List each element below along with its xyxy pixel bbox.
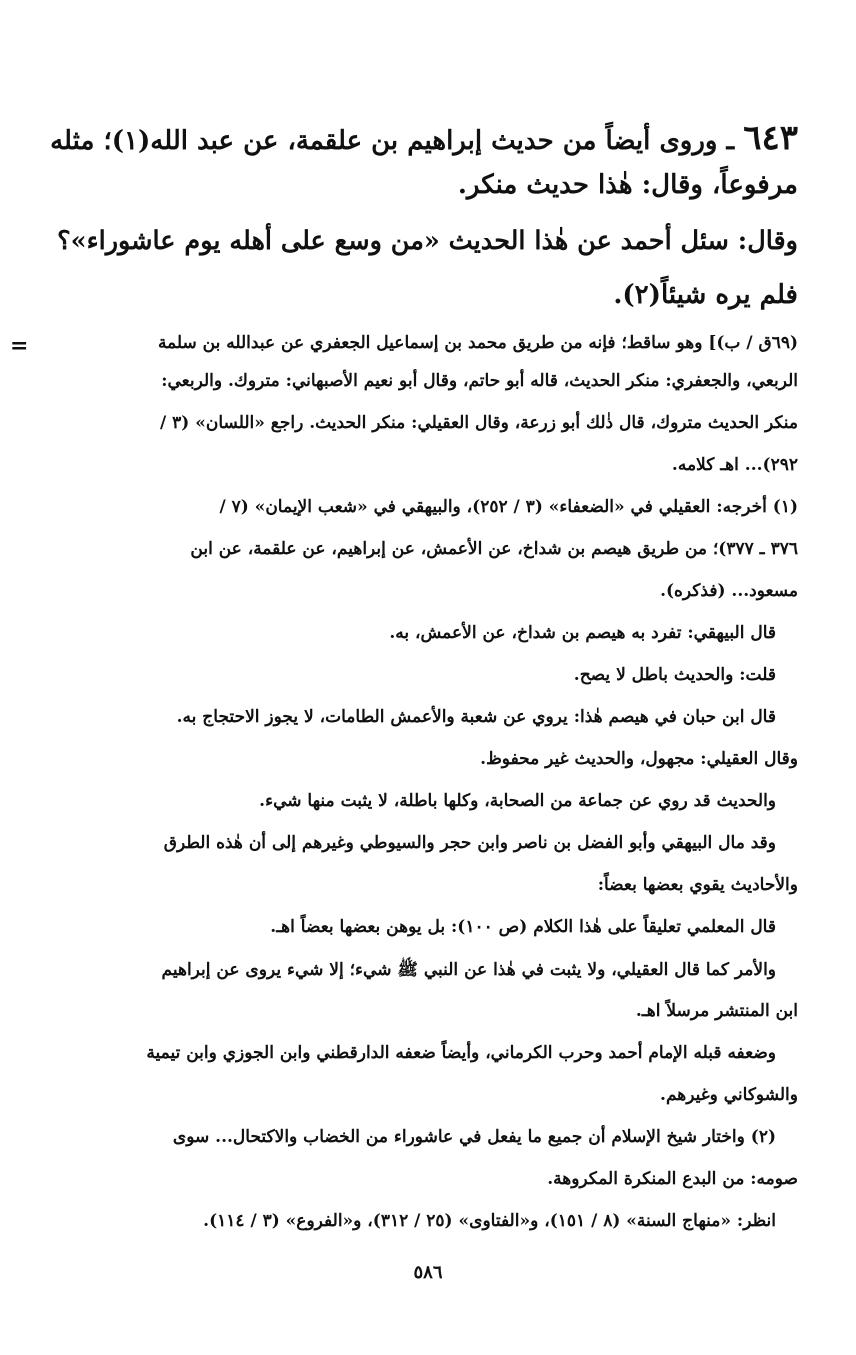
footnote-line: والأحاديث يقوي بعضها بعضاً: <box>597 875 798 895</box>
footnote-line: والشوكاني وغيرهم. <box>660 1085 798 1105</box>
footnote-line: صومه: من البدع المنكرة المكروهة. <box>547 1169 798 1189</box>
footnote-line: ٣٧٦ ـ ٣٧٧)؛ من طريق هيصم بن شداخ، عن الأعمش، عن إبراهيم، عن علقمة، عن ابن <box>190 539 798 559</box>
footnote-line: ٢٩٢)... اهـ كلامه. <box>671 455 798 475</box>
footnote-line: (١) أخرجه: العقيلي في «الضعفاء» (٣ / ٢٥٢)، والبيهقي في «شعب الإيمان» (٧ / <box>219 497 798 517</box>
hadith-line-1-text: ـ وروى أيضاً من حديث إبراهيم بن علقمة، عن عبد الله(١)؛ مثله <box>50 126 735 156</box>
footnote-line: قال ابن حبان في هيصم هٰذا: يروي عن شعبة والأعمش الطامات، لا يجوز الاحتجاج به. <box>176 707 776 727</box>
footnote-line: وضعفه قبله الإمام أحمد وحرب الكرماني، وأيضاً ضعفه الدارقطني وابن الجوزي وابن تيمية <box>146 1043 776 1063</box>
hadith-line-3: وقال: سئل أحمد عن هٰذا الحديث «من وسع على أهله يوم عاشوراء»؟ <box>57 226 798 256</box>
footnote-line: وقد مال البيهقي وأبو الفضل بن ناصر وابن حجر والسيوطي وغيرهم إلى أن هٰذه الطرق <box>163 833 776 853</box>
footnote-line: منكر الحديث متروك، قال ذٰلك أبو زرعة، وقال العقيلي: منكر الحديث. راجع «اللسان» (٣ / <box>160 413 798 433</box>
footnote-line: والأمر كما قال العقيلي، ولا يثبت في هٰذا عن النبي ﷺ شيء؛ إلا شيء يروى عن إبراهيم <box>161 960 776 980</box>
footnote-line: الربعي، والجعفري: منكر الحديث، قاله أبو حاتم، وقال أبو نعيم الأصبهاني: متروك. والربعي: <box>161 371 798 391</box>
continuation-marker: = <box>10 333 29 359</box>
footnote-line: قال البيهقي: تفرد به هيصم بن شداخ، عن الأعمش، به. <box>389 623 776 643</box>
hadith-line-2: مرفوعاً، وقال: هٰذا حديث منكر. <box>457 170 798 200</box>
footnote-line: ابن المنتشر مرسلاً اهـ. <box>635 1001 798 1021</box>
footnote-line: قلت: والحديث باطل لا يصح. <box>573 665 776 685</box>
footnote-line: قال المعلمي تعليقاً على هٰذا الكلام (ص ١٠٠): بل يوهن بعضها بعضاً اهـ. <box>270 917 776 937</box>
footnote-line: والحديث قد روي عن جماعة من الصحابة، وكلها باطلة، لا يثبت منها شيء. <box>259 791 776 811</box>
hadith-line-1 <box>50 118 798 158</box>
hadith-line-4: فلم يره شيئاً(٢). <box>613 280 798 310</box>
hadith-number: ٦٤٣ <box>743 118 798 158</box>
footnote-line: وقال العقيلي: مجهول، والحديث غير محفوظ. <box>480 749 798 769</box>
footnote-line: انظر: «منهاج السنة» (٨ / ١٥١)، و«الفتاوى» (٢٥ / ٣١٢)، و«الفروع» (٣ / ١١٤). <box>203 1211 776 1231</box>
page-number: ٥٨٦ <box>413 1262 443 1283</box>
footnote-line: مسعود... (فذكره). <box>660 581 798 601</box>
footnote-line: (٢) واختار شيخ الإسلام أن جميع ما يفعل في عاشوراء من الخضاب والاكتحال... سوى <box>172 1127 776 1147</box>
footnote-line: (٦٩ق / ب)] وهو ساقط؛ فإنه من طريق محمد بن إسماعيل الجعفري عن عبدالله بن سلمة <box>157 333 798 353</box>
